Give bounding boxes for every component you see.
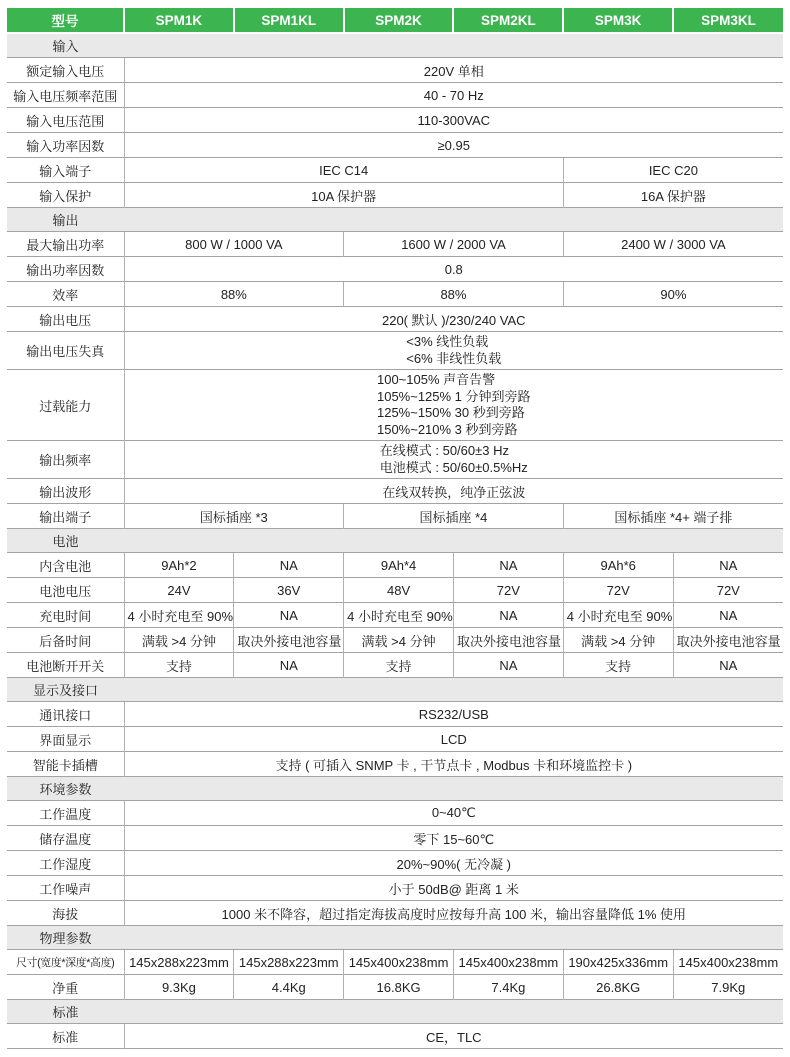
row-label: 输出电压失真 [7, 332, 124, 370]
spec-value: IEC C20 [563, 158, 783, 183]
spec-row [7, 108, 783, 133]
spec-row [7, 58, 783, 83]
section-row [7, 529, 783, 553]
spec-value: 10A 保护器 [124, 183, 563, 208]
section-row [7, 777, 783, 801]
row-label: 通讯接口 [7, 702, 124, 727]
spec-value: 145x400x238mm [453, 950, 563, 975]
section-row [7, 33, 783, 58]
spec-value: 支持 [563, 653, 673, 678]
spec-value: 220( 默认 )/230/240 VAC [124, 307, 783, 332]
spec-value: 满载 >4 分钟 [124, 628, 234, 653]
spec-row [7, 975, 783, 1000]
spec-value: LCD [124, 727, 783, 752]
model-header-spm1kl: SPM1KL [234, 8, 344, 33]
spec-row [7, 133, 783, 158]
spec-value: 国标插座 *4 [344, 504, 564, 529]
spec-value: 36V [234, 578, 344, 603]
row-label: 后备时间 [7, 628, 124, 653]
spec-value-lines: 在线模式 : 50/60±3 Hz 电池模式 : 50/60±0.5%Hz [379, 443, 528, 475]
model-header-spm3k: SPM3K [563, 8, 673, 33]
spec-value: 1600 W / 2000 VA [344, 232, 564, 257]
spec-value: 取决外接电池容量 [453, 628, 563, 653]
spec-row [7, 727, 783, 752]
spec-row [7, 653, 783, 678]
row-label: 输入功率因数 [7, 133, 124, 158]
spec-value: 9Ah*2 [124, 553, 234, 578]
spec-value: NA [234, 553, 344, 578]
row-label: 输入电压频率范围 [7, 83, 124, 108]
row-label: 输入保护 [7, 183, 124, 208]
spec-row [7, 553, 783, 578]
spec-value: 7.4Kg [453, 975, 563, 1000]
spec-row [7, 628, 783, 653]
spec-value-lines: <3% 线性负载 <6% 非线性负载 [406, 334, 502, 366]
spec-value: NA [234, 653, 344, 678]
section-row [7, 208, 783, 232]
model-header-spm2kl: SPM2KL [453, 8, 563, 33]
spec-value: 支持 ( 可插入 SNMP 卡 , 干节点卡 , Modbus 卡和环境监控卡 ) [124, 752, 783, 777]
row-label: 电池断开开关 [7, 653, 124, 678]
row-label: 输入端子 [7, 158, 124, 183]
spec-row [7, 370, 783, 441]
row-label: 工作温度 [7, 801, 124, 826]
row-label: 内含电池 [7, 553, 124, 578]
spec-row [7, 1024, 783, 1049]
spec-value: 支持 [124, 653, 234, 678]
spec-value: 零下 15~60℃ [124, 826, 783, 851]
row-label: 输入电压范围 [7, 108, 124, 133]
row-label: 标准 [7, 1024, 124, 1049]
spec-value: 9.3Kg [124, 975, 234, 1000]
row-label: 输出波形 [7, 479, 124, 504]
spec-value: NA [453, 603, 563, 628]
spec-value: 小于 50dB@ 距离 1 米 [124, 876, 783, 901]
spec-value-lines: 100~105% 声音告警 105%~125% 1 分钟到旁路 125%~150% 30 秒到旁路 150%~210% 3 秒到旁路 [376, 372, 531, 437]
row-label: 尺寸(宽度*深度*高度) [7, 950, 124, 975]
spec-value: 国标插座 *4+ 端子排 [563, 504, 783, 529]
row-label: 工作噪声 [7, 876, 124, 901]
spec-value: IEC C14 [124, 158, 563, 183]
spec-value [124, 441, 783, 479]
spec-row [7, 83, 783, 108]
spec-value: 1000 米不降容，超过指定海拔高度时应按每升高 100 米，输出容量降低 1% 使用 [124, 901, 783, 926]
spec-row [7, 876, 783, 901]
row-label: 效率 [7, 282, 124, 307]
spec-value: 国标插座 *3 [124, 504, 344, 529]
section-title: 环境参数 [7, 777, 783, 801]
spec-value: 72V [673, 578, 783, 603]
spec-row [7, 332, 783, 370]
spec-value: 40 - 70 Hz [124, 83, 783, 108]
spec-value: 88% [124, 282, 344, 307]
spec-value: 48V [344, 578, 454, 603]
spec-value: 145x400x238mm [344, 950, 454, 975]
spec-value: NA [453, 553, 563, 578]
spec-value: NA [673, 653, 783, 678]
spec-value: NA [673, 603, 783, 628]
spec-value: 4 小时充电至 90% [344, 603, 454, 628]
row-label: 储存温度 [7, 826, 124, 851]
spec-row [7, 441, 783, 479]
section-title: 输出 [7, 208, 783, 232]
section-title: 输入 [7, 33, 783, 58]
spec-row [7, 282, 783, 307]
spec-value: 145x400x238mm [673, 950, 783, 975]
spec-row [7, 158, 783, 183]
row-label: 输出端子 [7, 504, 124, 529]
spec-value: 72V [563, 578, 673, 603]
spec-value: 220V 单相 [124, 58, 783, 83]
spec-row [7, 901, 783, 926]
spec-value: NA [453, 653, 563, 678]
spec-row [7, 801, 783, 826]
spec-row [7, 232, 783, 257]
spec-value: 90% [563, 282, 783, 307]
spec-row [7, 307, 783, 332]
spec-value: 88% [344, 282, 564, 307]
spec-row [7, 479, 783, 504]
row-label: 充电时间 [7, 603, 124, 628]
row-label: 输出功率因数 [7, 257, 124, 282]
spec-value: 800 W / 1000 VA [124, 232, 344, 257]
spec-value: 110-300VAC [124, 108, 783, 133]
spec-row [7, 851, 783, 876]
spec-value: 4.4Kg [234, 975, 344, 1000]
spec-value: 取决外接电池容量 [234, 628, 344, 653]
spec-row [7, 504, 783, 529]
spec-value: 26.8KG [563, 975, 673, 1000]
spec-value: 4 小时充电至 90% [563, 603, 673, 628]
spec-value: 16.8KG [344, 975, 454, 1000]
row-label: 输出电压 [7, 307, 124, 332]
spec-value: RS232/USB [124, 702, 783, 727]
model-header-spm2k: SPM2K [344, 8, 454, 33]
spec-row [7, 603, 783, 628]
spec-value: 0.8 [124, 257, 783, 282]
spec-value: 9Ah*4 [344, 553, 454, 578]
model-header-row [7, 8, 783, 33]
section-title: 标准 [7, 1000, 783, 1024]
spec-value: 2400 W / 3000 VA [563, 232, 783, 257]
model-header-spm1k: SPM1K [124, 8, 234, 33]
spec-value: 4 小时充电至 90% [124, 603, 234, 628]
row-label: 界面显示 [7, 727, 124, 752]
section-title: 物理参数 [7, 926, 783, 950]
spec-value: 9Ah*6 [563, 553, 673, 578]
spec-value: NA [234, 603, 344, 628]
spec-value: 在线双转换，纯净正弦波 [124, 479, 783, 504]
spec-value: CE，TLC [124, 1024, 783, 1049]
section-title: 显示及接口 [7, 678, 783, 702]
row-label: 输出频率 [7, 441, 124, 479]
section-row [7, 1000, 783, 1024]
section-title: 电池 [7, 529, 783, 553]
spec-value: 满载 >4 分钟 [344, 628, 454, 653]
spec-value: 24V [124, 578, 234, 603]
row-label: 智能卡插槽 [7, 752, 124, 777]
spec-value: 145x288x223mm [234, 950, 344, 975]
spec-value: 20%~90%( 无冷凝 ) [124, 851, 783, 876]
row-label: 工作湿度 [7, 851, 124, 876]
spec-value: 满载 >4 分钟 [563, 628, 673, 653]
row-label: 最大输出功率 [7, 232, 124, 257]
row-label: 电池电压 [7, 578, 124, 603]
spec-value: 支持 [344, 653, 454, 678]
row-label: 净重 [7, 975, 124, 1000]
spec-value: NA [673, 553, 783, 578]
spec-value: 0~40℃ [124, 801, 783, 826]
ups-spec-table [7, 8, 783, 1049]
spec-value [124, 370, 783, 441]
spec-value: 190x425x336mm [563, 950, 673, 975]
spec-row [7, 950, 783, 975]
spec-value: 取决外接电池容量 [673, 628, 783, 653]
section-row [7, 678, 783, 702]
spec-row [7, 578, 783, 603]
row-label: 海拔 [7, 901, 124, 926]
spec-value: 145x288x223mm [124, 950, 234, 975]
row-label: 过载能力 [7, 370, 124, 441]
spec-row [7, 702, 783, 727]
spec-value [124, 332, 783, 370]
section-row [7, 926, 783, 950]
spec-row [7, 183, 783, 208]
spec-value: 72V [453, 578, 563, 603]
spec-value: 16A 保护器 [563, 183, 783, 208]
model-header-spm3kl: SPM3KL [673, 8, 783, 33]
row-label: 额定输入电压 [7, 58, 124, 83]
spec-value: 7.9Kg [673, 975, 783, 1000]
spec-value: ≥0.95 [124, 133, 783, 158]
spec-row [7, 257, 783, 282]
model-column-title: 型号 [7, 8, 124, 33]
spec-row [7, 752, 783, 777]
spec-row [7, 826, 783, 851]
